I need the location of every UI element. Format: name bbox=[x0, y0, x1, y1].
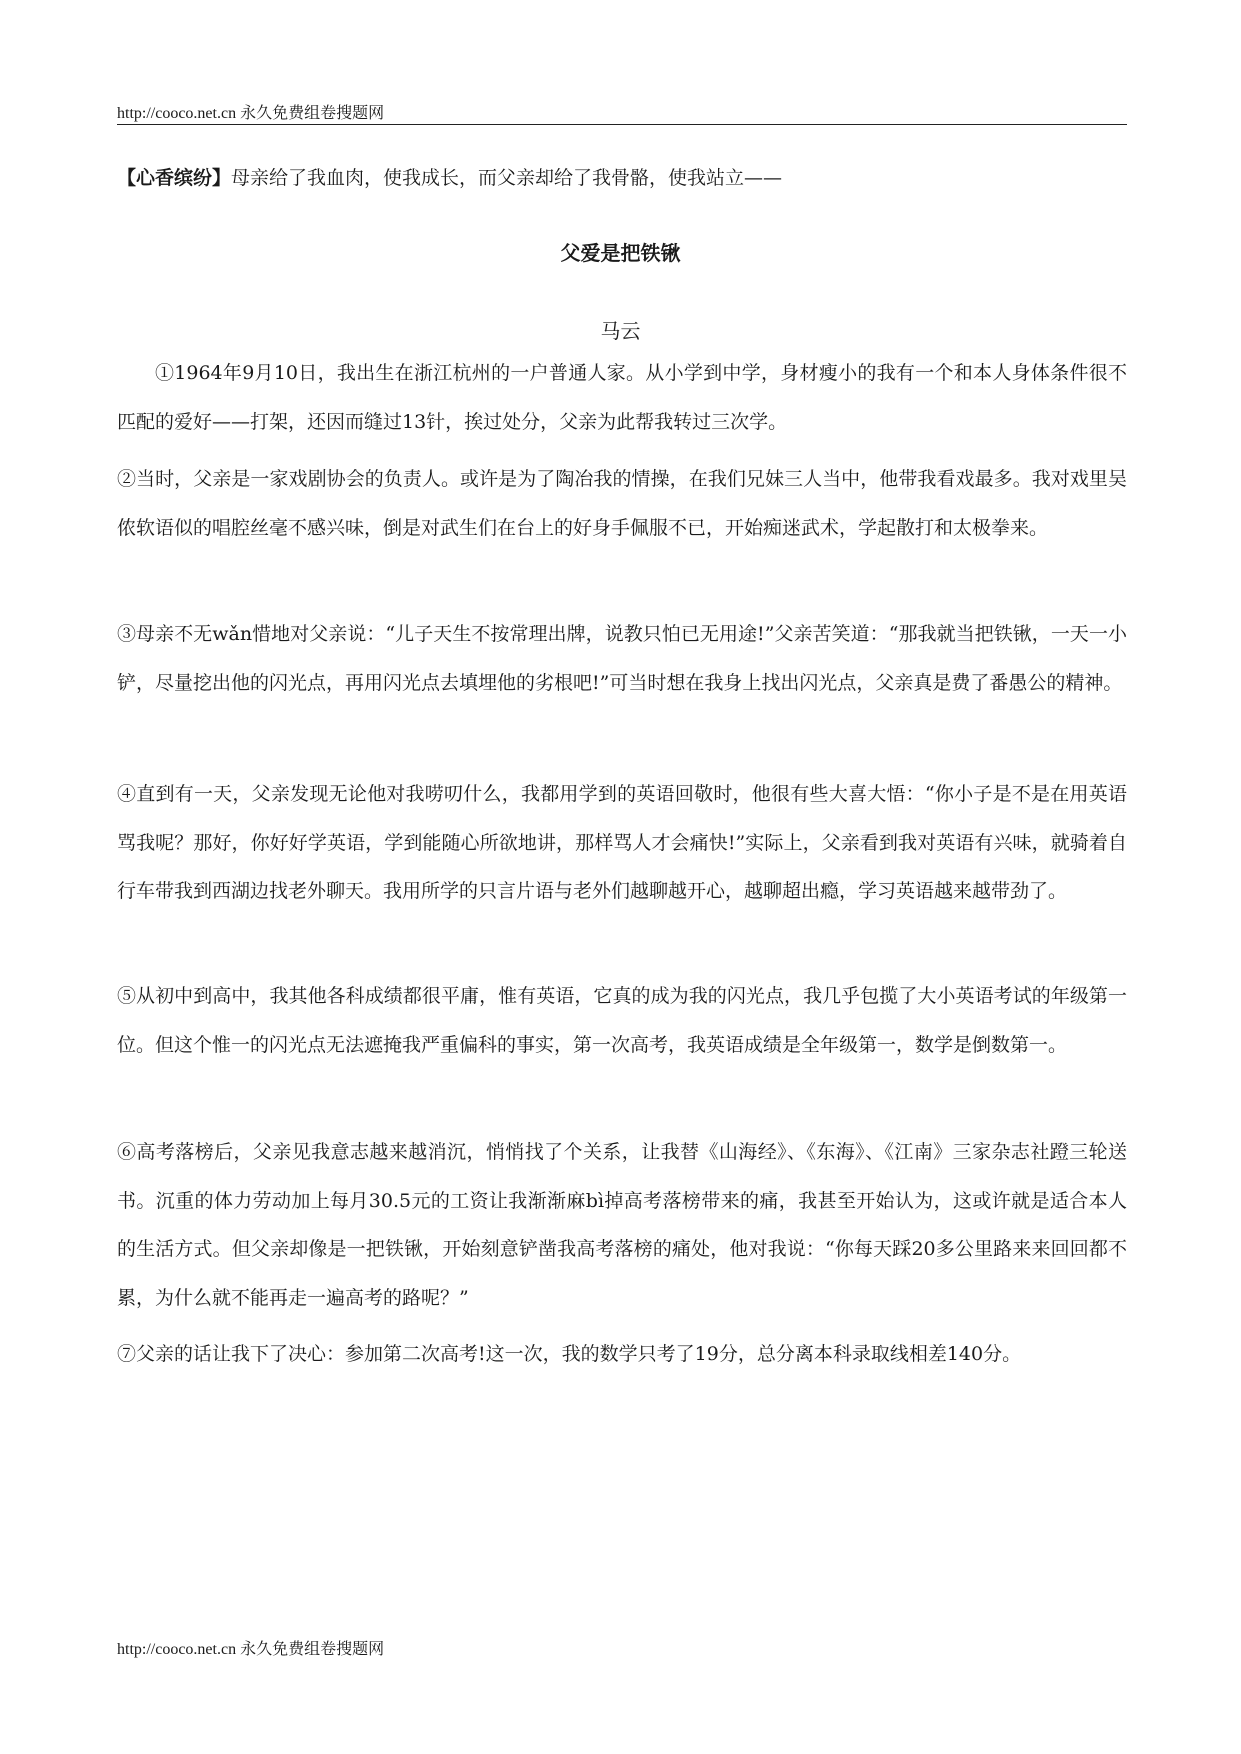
intro-text: 母亲给了我血肉，使我成长，而父亲却给了我骨骼，使我站立—— bbox=[231, 167, 783, 189]
paragraph-6: ⑥高考落榜后，父亲见我意志越来越消沉，悄悄找了个关系，让我替《山海经》、《东海》、《江南》三家杂志社蹬三轮送书。沉重的体力劳动加上每月30.5元的工资让我渐渐麻bì掉高考落榜带来的痛，我甚至开始认为，这或许就是适合本人的生活方式。但父亲却像是一把铁锹，开始刻意铲凿我高考落榜的痛处，他对我说：“你每天踩20多公里路来来回回都不累，为什么就不能再走一遍高考的路呢？” bbox=[117, 1141, 1127, 1309]
paragraph-2: ②当时，父亲是一家戏剧协会的负责人。或许是为了陶冶我的情操，在我们兄妹三人当中，他带我看戏最多。我对戏里吴侬软语似的唱腔丝毫不感兴味，倒是对武生们在台上的好身手佩服不已，开始痴迷武术，学起散打和太极拳来。 bbox=[117, 468, 1127, 539]
footer-site-url: http://cooco.net.cn bbox=[117, 1641, 237, 1658]
intro-line bbox=[117, 161, 1137, 195]
header-slogan: 永久免费组卷搜题网 bbox=[240, 105, 385, 122]
paragraph-7: ⑦父亲的话让我下了决心：参加第二次高考!这一次，我的数学只考了19分，总分离本科录取线相差140分。 bbox=[117, 1343, 1022, 1365]
article-title: 父爱是把铁锹 bbox=[560, 241, 681, 265]
page-footer bbox=[117, 1636, 384, 1659]
article-author: 马云 bbox=[600, 319, 641, 343]
paragraph-1: ①1964年9月10日，我出生在浙江杭州的一户普通人家。从小学到中学，身材瘦小的我有一个和本人身体条件很不匹配的爱好——打架，还因而缝过13针，挨过处分，父亲为此帮我转过三次学。 bbox=[117, 362, 1127, 433]
page-header bbox=[117, 100, 384, 123]
header-site-url: http://cooco.net.cn bbox=[117, 105, 237, 122]
header-divider bbox=[117, 124, 1127, 125]
paragraph-5: ⑤从初中到高中，我其他各科成绩都很平庸，惟有英语，它真的成为我的闪光点，我几乎包揽了大小英语考试的年级第一位。但这个惟一的闪光点无法遮掩我严重偏科的事实，第一次高考，我英语成绩是全年级第一，数学是倒数第一。 bbox=[117, 985, 1127, 1056]
paragraph-4: ④直到有一天，父亲发现无论他对我唠叨什么，我都用学到的英语回敬时，他很有些大喜大悟：“你小子是不是在用英语骂我呢？那好，你好好学英语，学到能随心所欲地讲，那样骂人才会痛快!”实际上，父亲看到我对英语有兴味，就骑着自行车带我到西湖边找老外聊天。我用所学的只言片语与老外们越聊越开心，越聊超出瘾，学习英语越来越带劲了。 bbox=[117, 783, 1127, 902]
footer-slogan: 永久免费组卷搜题网 bbox=[240, 1641, 385, 1658]
paragraph-3: ③母亲不无wǎn惜地对父亲说：“儿子天生不按常理出牌，说教只怕已无用途!”父亲苦笑道：“那我就当把铁锹，一天一小铲，尽量挖出他的闪光点，再用闪光点去填埋他的劣根吧!”可当时想在我身上找出闪光点，父亲真是费了番愚公的精神。 bbox=[117, 623, 1127, 694]
intro-tag: 【心香缤纷】 bbox=[117, 167, 232, 189]
